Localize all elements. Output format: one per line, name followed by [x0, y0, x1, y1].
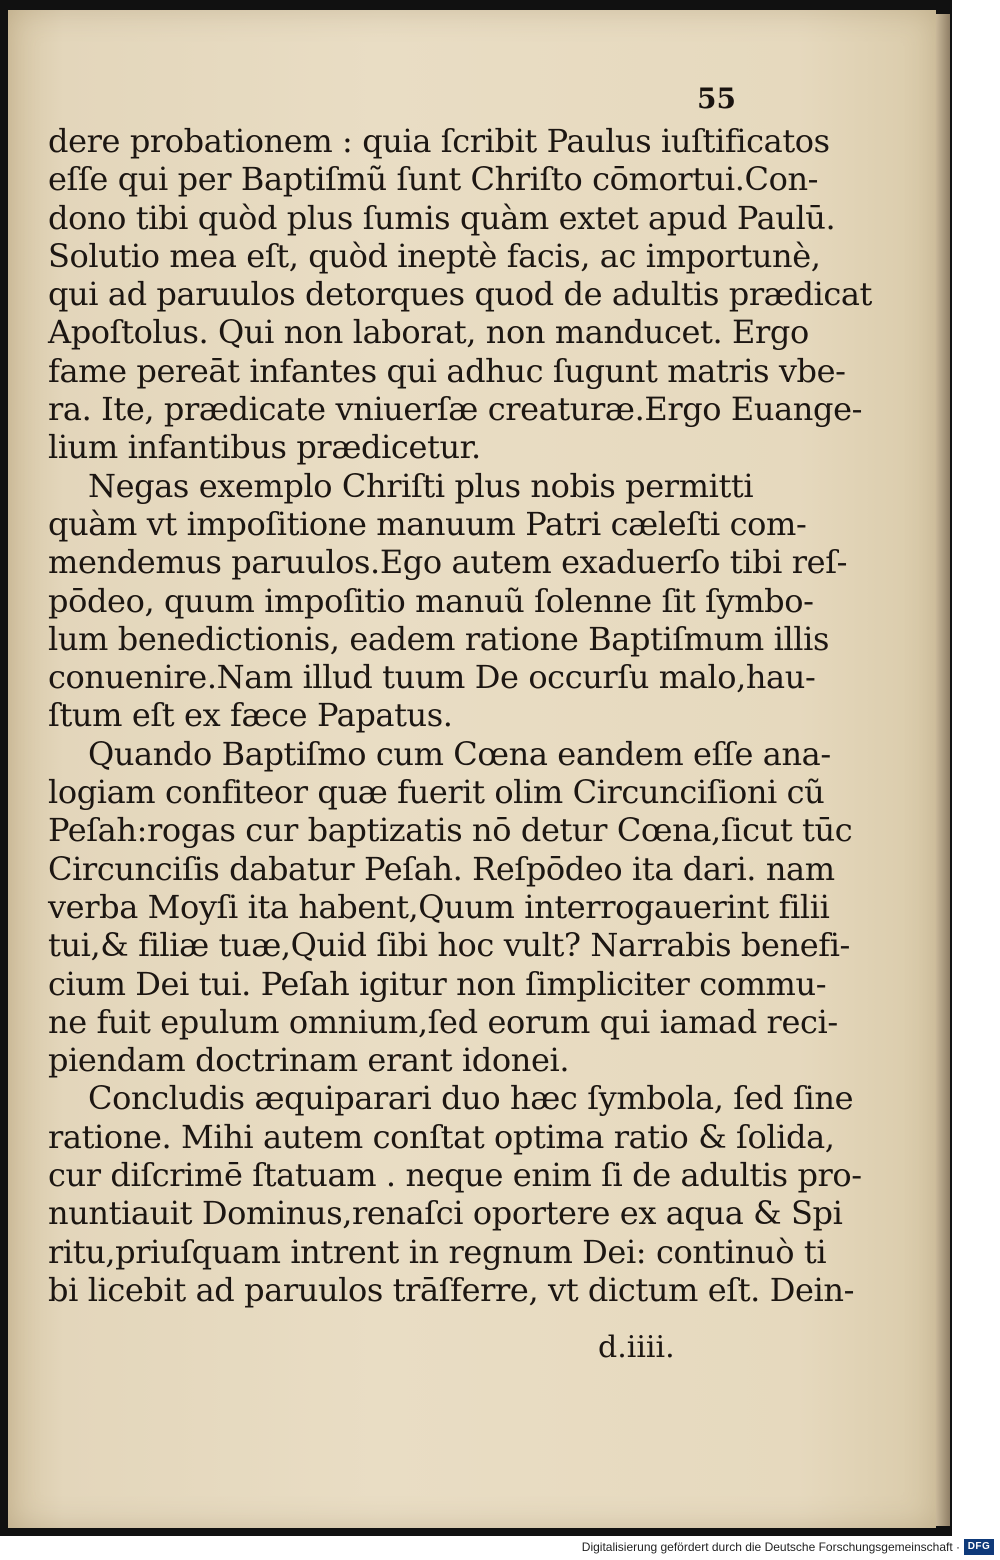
text-line: ritu,priuſquam intrent in regnum Dei: continuò ti — [48, 1232, 827, 1271]
footer-credit: Digitalisierung gefördert durch die Deutsche Forschungsgemeinschaft · — [581, 1540, 960, 1554]
text-line: fame pereāt infantes qui adhuc ſugunt matris vbe- — [48, 351, 846, 390]
text-line: qui ad paruulos detorques quod de adultis prædicat — [48, 275, 873, 314]
page-number: 55 — [697, 82, 736, 115]
text-line: Circunciſis dabatur Peſah. Reſpōdeo ita dari. nam — [48, 849, 835, 888]
text-line: ne fuit epulum omnium,ſed eorum qui iamad reci- — [48, 1002, 838, 1041]
text-line: quàm vt impoſitione manuum Patri cæleſti com- — [48, 504, 807, 543]
text-line: Negas exemplo Chriſti plus nobis permitti — [88, 466, 754, 505]
text-line: lium infantibus prædicetur. — [48, 428, 481, 467]
text-line: cium Dei tui. Peſah igitur non ſimpliciter commu- — [48, 964, 827, 1003]
text-line: logiam confiteor quæ fuerit olim Circunciſioni cũ — [48, 773, 825, 812]
text-line: piendam doctrinam erant idonei. — [48, 1041, 570, 1080]
body-text — [48, 122, 873, 1309]
text-line: cur diſcrimē ſtatuam . neque enim ſi de adultis pro- — [48, 1156, 862, 1195]
text-line: verba Moyſi ita habent,Quum interrogauerint filii — [48, 887, 830, 926]
text-line: Concludis æquiparari duo hæc ſymbola, ſed ſine — [88, 1079, 854, 1118]
text-line: nuntiauit Dominus,renaſci oportere ex aqua & Spi — [48, 1194, 843, 1233]
book-page — [8, 10, 936, 1528]
text-line: pōdeo, quum impoſitio manuũ ſolenne ſit ſymbo- — [48, 581, 814, 620]
text-line: dere probationem : quia ſcribit Paulus iuſtificatos — [48, 122, 830, 160]
text-line: ratione. Mihi autem conſtat optima ratio & ſolida, — [48, 1117, 835, 1156]
text-line: conuenire.Nam illud tuum De occurſu malo,hau- — [48, 658, 816, 697]
text-line: Peſah:rogas cur baptizatis nō detur Cœna,ſicut tūc — [48, 811, 853, 850]
text-line: eſſe qui per Baptiſmũ ſunt Chriſto cōmortui.Con- — [48, 160, 819, 199]
text-line: lum benedictionis, eadem ratione Baptiſmum illis — [48, 619, 829, 658]
dfg-logo-icon: DFG — [964, 1539, 994, 1555]
page-edge — [936, 14, 950, 1526]
text-line: ſtum eſt ex fæce Papatus. — [48, 696, 453, 735]
text-line: tui,& filiæ tuæ,Quid ſibi hoc vult? Narrabis benefi- — [48, 926, 850, 965]
signature-mark: d.iiii. — [598, 1330, 675, 1365]
text-line: dono tibi quòd plus ſumis quàm extet apud Paulū. — [48, 198, 836, 237]
text-line: mendemus paruulos.Ego autem exaduerſo tibi reſ- — [48, 543, 848, 582]
text-line: bi licebit ad paruulos trāſferre, vt dictum eſt. Dein- — [48, 1270, 854, 1309]
text-line: ra. Ite, prædicate vniuerſæ creaturæ.Ergo Euange- — [48, 390, 863, 429]
text-line: Quando Baptiſmo cum Cœna eandem eſſe ana- — [88, 734, 831, 773]
text-line: Solutio mea eſt, quòd ineptè facis, ac importunè, — [48, 236, 821, 275]
text-line: Apoſtolus. Qui non laborat, non manducet. Ergo — [48, 313, 809, 352]
